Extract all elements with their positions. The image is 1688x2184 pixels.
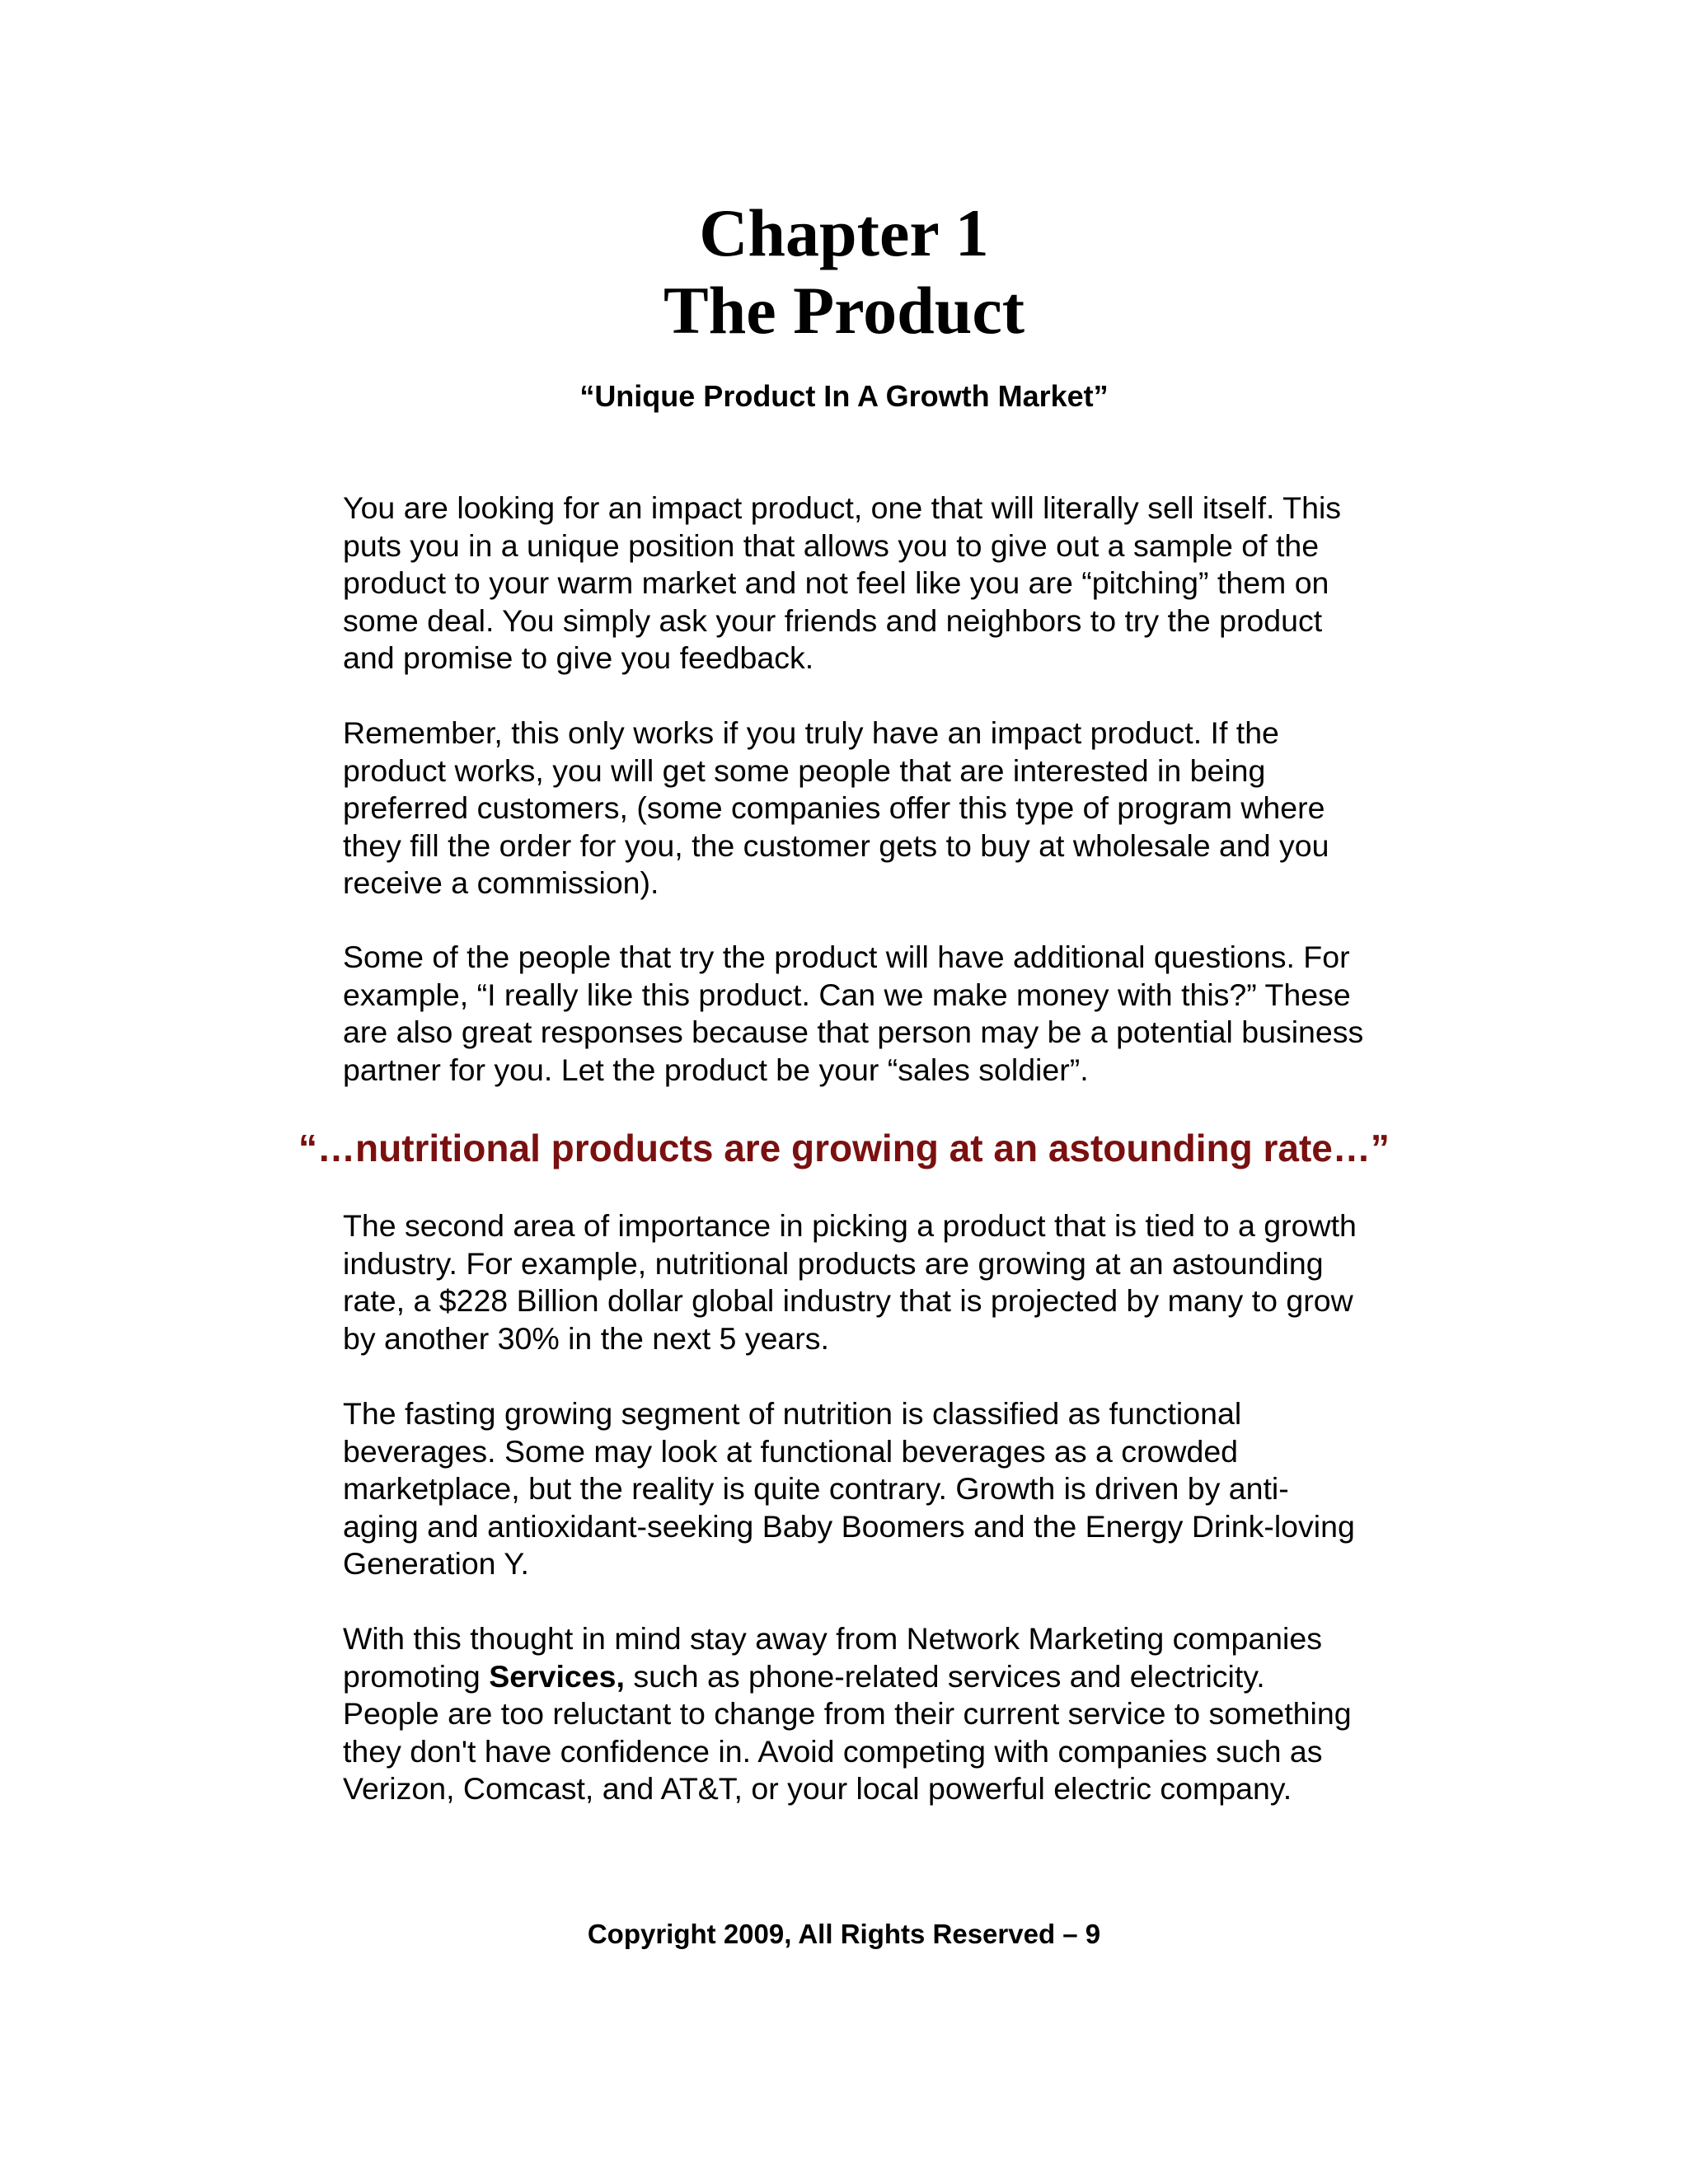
text-line: rate, a $228 Billion dollar global industry that is projected by many to grow bbox=[343, 1283, 1353, 1318]
text-line: by another 30% in the next 5 years. bbox=[343, 1320, 829, 1356]
text-line: marketplace, but the reality is quite contrary. Growth is driven by anti- bbox=[343, 1471, 1289, 1506]
bold-term-services: Services, bbox=[489, 1658, 625, 1694]
text-line: they fill the order for you, the customer gets to buy at wholesale and you bbox=[343, 827, 1329, 863]
text-line: example, “I really like this product. Can we make money with this?” These bbox=[343, 977, 1351, 1012]
paragraph-remember bbox=[343, 715, 1464, 902]
paragraph-functional-beverages bbox=[343, 1395, 1464, 1583]
text-line: People are too reluctant to change from their current service to something bbox=[343, 1696, 1352, 1731]
text-line: receive a commission). bbox=[343, 865, 659, 900]
text-fragment: such as phone-related services and electricity. bbox=[624, 1658, 1265, 1694]
text-line: they don't have confidence in. Avoid competing with companies such as bbox=[343, 1733, 1323, 1769]
text-line: You are looking for an impact product, one that will literally sell itself. This bbox=[343, 490, 1342, 525]
text-line: and promise to give you feedback. bbox=[343, 640, 814, 675]
text-line: Remember, this only works if you truly have an impact product. If the bbox=[343, 715, 1279, 750]
page-footer: Copyright 2009, All Rights Reserved – 9 bbox=[587, 1919, 1101, 1949]
text-line: The fasting growing segment of nutrition is classified as functional bbox=[343, 1396, 1242, 1431]
chapter-number: Chapter 1 bbox=[699, 195, 989, 270]
text-line: The second area of importance in picking a product that is tied to a growth bbox=[343, 1208, 1357, 1243]
text-line: preferred customers, (some companies offer this type of program where bbox=[343, 790, 1325, 825]
paragraph-questions bbox=[343, 939, 1464, 1089]
text-line: Generation Y. bbox=[343, 1546, 529, 1581]
text-fragment: promoting bbox=[343, 1658, 490, 1694]
text-line-with-bold bbox=[343, 1658, 1464, 1696]
text-line: some deal. You simply ask your friends and neighbors to try the product bbox=[343, 602, 1323, 638]
text-line: With this thought in mind stay away from Network Marketing companies bbox=[343, 1621, 1322, 1656]
chapter-subtitle: “Unique Product In A Growth Market” bbox=[579, 379, 1109, 413]
text-line: beverages. Some may look at functional beverages as a crowded bbox=[343, 1433, 1239, 1469]
chapter-name: The Product bbox=[663, 273, 1025, 348]
text-line: product works, you will get some people that are interested in being bbox=[343, 752, 1266, 788]
text-line: Some of the people that try the product will have additional questions. For bbox=[343, 940, 1350, 974]
text-line: partner for you. Let the product be your “sales soldier”. bbox=[343, 1052, 1089, 1087]
paragraph-growth-industry bbox=[343, 1207, 1464, 1357]
paragraph-impact-product bbox=[343, 490, 1464, 677]
paragraph-avoid-services bbox=[343, 1620, 1464, 1808]
chapter-title bbox=[0, 194, 1688, 349]
text-line: product to your warm market and not feel like you are “pitching” them on bbox=[343, 565, 1329, 600]
text-line: are also great responses because that person may be a potential business bbox=[343, 1015, 1364, 1049]
text-line: puts you in a unique position that allows you to give out a sample of the bbox=[343, 527, 1320, 563]
pull-quote: “…nutritional products are growing at an astounding rate…” bbox=[298, 1127, 1390, 1169]
text-line: industry. For example, nutritional products are growing at an astounding bbox=[343, 1245, 1324, 1281]
text-line: aging and antioxidant-seeking Baby Boomers and the Energy Drink-loving bbox=[343, 1508, 1355, 1544]
text-line: Verizon, Comcast, and AT&T, or your local powerful electric company. bbox=[343, 1771, 1292, 1806]
